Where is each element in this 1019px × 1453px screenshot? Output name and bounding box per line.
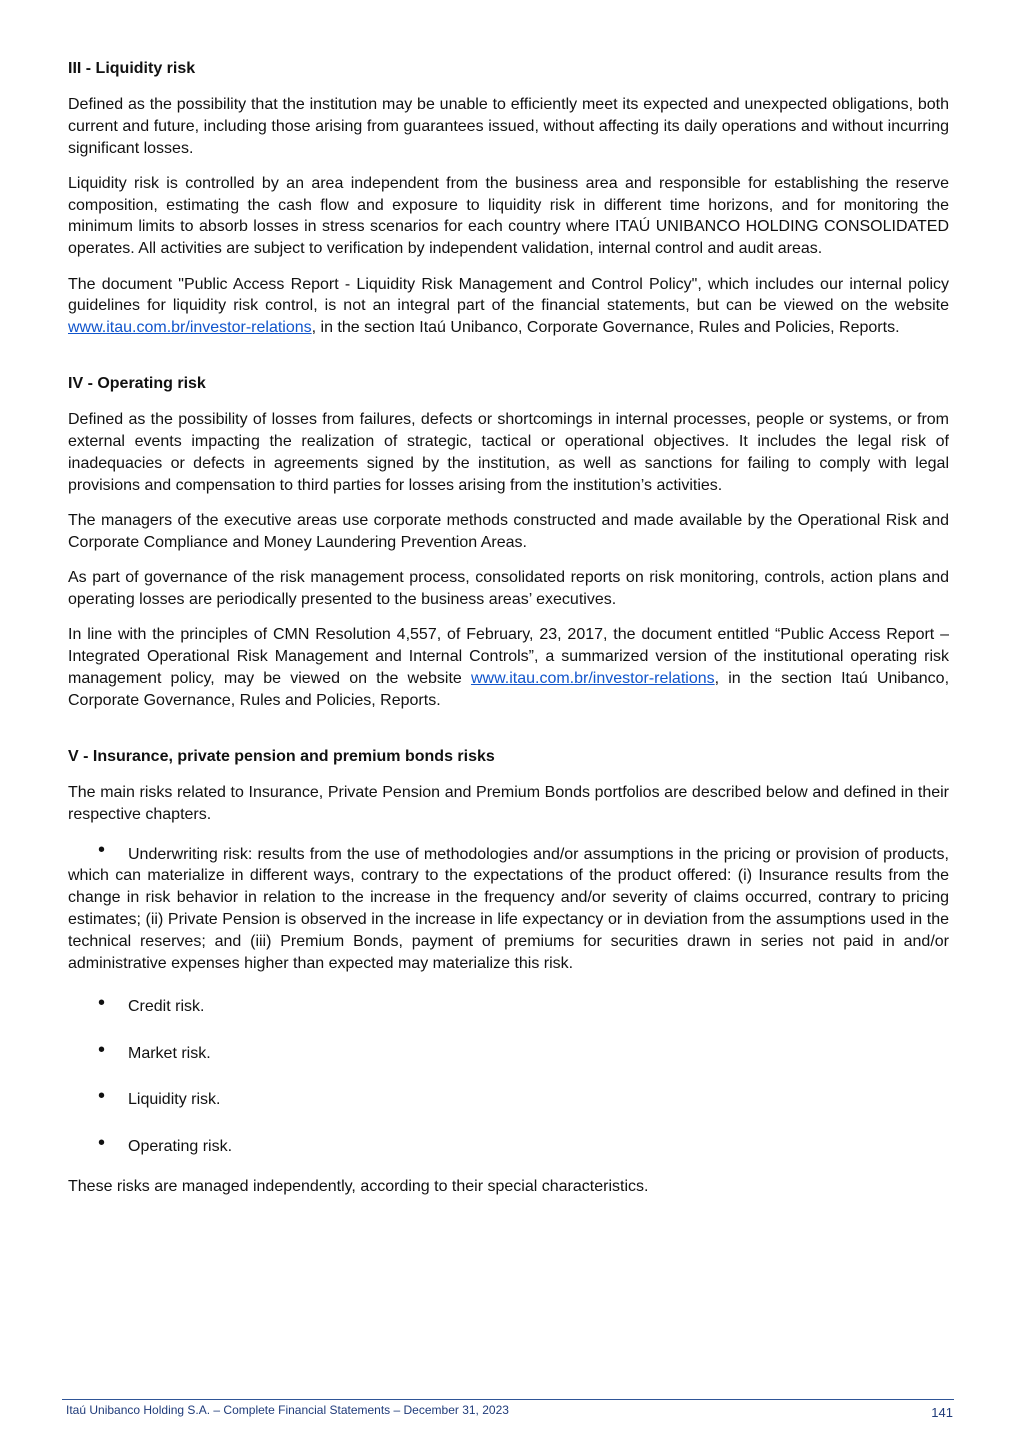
list-item-text: Underwriting risk: results from the use of methodologies and/or assumptions in the pricing or provision of products, which can materialize in different ways, contrary to the expectations of the product offered: (i) Insurance results from the change in risk behavior in relation to the increase in the frequency and/or severity of claims occurred, contrary to pricing estimates; (ii) Private Pension is observed in the increase in life expectancy or in deviation from the assumptions used in the technical reserves; and (iii) Premium Bonds, payment of premiums for securities drawn in series not paid in and/or administrative expenses higher than expected may materialize this risk. — [68, 845, 949, 972]
paragraph-text: , in the section Itaú Unibanco, Corporate Governance, Rules and Policies, Reports. — [68, 669, 950, 709]
investor-relations-link[interactable]: www.itau.com.br/investor-relations — [470, 669, 715, 687]
list-item-underwriting-risk — [68, 838, 949, 975]
paragraph — [68, 624, 949, 711]
paragraph-text: The document "Public Access Report - Liquidity Risk Management and Control Policy", which includes our internal policy guidelines for liquidity risk control, is not an integral part of the financial statements, but can be viewed on the website — [68, 275, 949, 315]
paragraph: The managers of the executive areas use corporate methods constructed and made available by the Operational Risk and Corporate Compliance and Money Laundering Prevention Areas. — [68, 512, 949, 551]
paragraph: Defined as the possibility that the institution may be unable to efficiently meet its expected and unexpected obligations, both current and future, including those arising from guarantees issued, without affecting its daily operations and without incurring significant losses. — [68, 96, 949, 157]
list-item-text: Operating risk. — [128, 1137, 233, 1155]
section-heading-operating-risk: IV - Operating risk — [68, 375, 206, 393]
paragraph: The main risks related to Insurance, Private Pension and Premium Bonds portfolios are described below and defined in their respective chapters. — [68, 784, 949, 823]
paragraph-text: In line with the principles of CMN Resolution 4,557, of February, 23, 2017, the document entitled “Public Access Report – Integrated Operational Risk Management and Internal Controls”, a summarized version of the institutional operating risk management policy, may be viewed on the website — [68, 626, 949, 687]
list-item-text: Credit risk. — [128, 998, 205, 1016]
bullet-icon: • — [98, 1038, 106, 1061]
paragraph: Liquidity risk is controlled by an area independent from the business area and responsible for establishing the reserve composition, estimating the cash flow and exposure to liquidity risk in different time horizons, and for monitoring the minimum limits to absorb losses in stress scenarios for each country where ITAÚ UNIBANCO HOLDING CONSOLIDATED operates. All activities are subject to verification by independent validation, internal control and audit areas. — [68, 174, 949, 258]
paragraph: As part of governance of the risk management process, consolidated reports on risk monitoring, controls, action plans and operating losses are periodically presented to the business areas’ executives. — [68, 569, 949, 609]
bullet-icon: • — [98, 838, 106, 861]
list-item-text: Liquidity risk. — [128, 1091, 221, 1109]
spacer — [68, 352, 949, 373]
list-item-text: Market risk. — [128, 1044, 211, 1062]
section-heading-liquidity-risk: III - Liquidity risk — [68, 60, 196, 77]
bullet-icon: • — [98, 1085, 106, 1108]
bullet-icon: • — [98, 992, 106, 1015]
document-body — [68, 58, 949, 1211]
bullet-icon: • — [98, 1131, 106, 1154]
footer-divider — [62, 1399, 954, 1400]
paragraph: These risks are managed independently, according to their special characteristics. — [68, 1177, 649, 1195]
page-number: 141 — [931, 1405, 953, 1420]
list-item — [68, 1131, 949, 1158]
list-item — [68, 1038, 949, 1065]
section-heading-insurance-risks: V - Insurance, private pension and premium bonds risks — [68, 748, 495, 766]
paragraph — [68, 274, 949, 339]
spacer — [68, 725, 949, 746]
investor-relations-link[interactable]: www.itau.com.br/investor-relations — [68, 319, 312, 337]
paragraph-text: , in the section Itaú Unibanco, Corporate Governance, Rules and Policies, Reports. — [311, 319, 900, 337]
list-item — [68, 992, 949, 1018]
paragraph: Defined as the possibility of losses from failures, defects or shortcomings in internal processes, people or systems, or from external events impacting the realization of strategic, tactical or operational objectives. It includes the legal risk of inadequacies or defects in agreements signed by the institution, as well as sanctions for failing to comply with legal provisions and compensation to third parties for losses arising from the institution’s activities. — [68, 411, 949, 494]
footer-title: Itaú Unibanco Holding S.A. – Complete Financial Statements – December 31, 2023 — [66, 1403, 509, 1417]
list-item — [68, 1085, 949, 1111]
